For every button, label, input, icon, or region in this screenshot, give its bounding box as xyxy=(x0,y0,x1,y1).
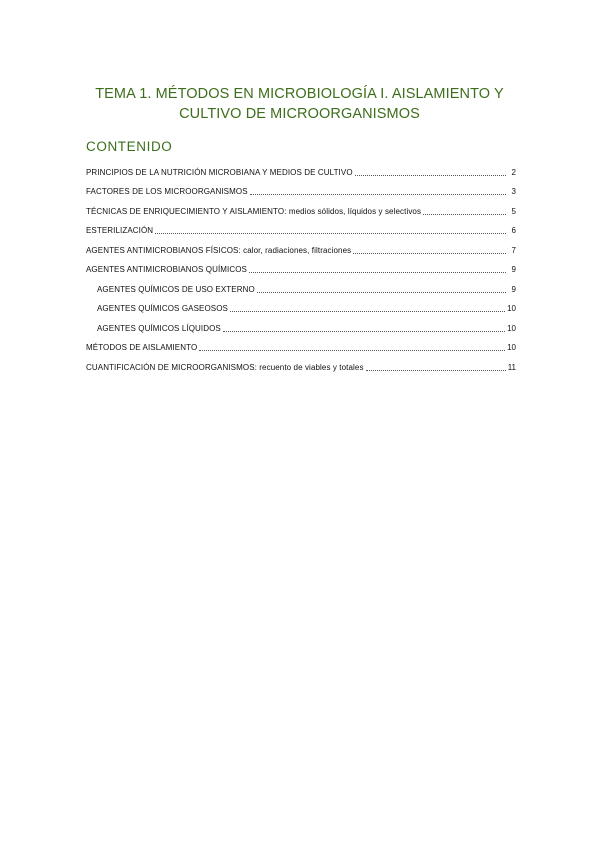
toc-dot-leader xyxy=(423,214,506,215)
toc-entry-label: AGENTES ANTIMICROBIANOS QUÍMICOS xyxy=(86,265,247,274)
toc-entry-label: MÉTODOS DE AISLAMIENTO xyxy=(86,343,198,352)
toc-heading: CONTENIDO xyxy=(86,139,173,154)
toc-entry[interactable] xyxy=(86,334,516,354)
toc-entry-page: 3 xyxy=(511,187,516,196)
document-title-line-2: CULTIVO DE MICROORGANISMOS xyxy=(179,106,420,122)
toc-entry-page: 7 xyxy=(511,245,516,255)
toc-entry-page: 9 xyxy=(511,284,516,294)
toc-dot-leader xyxy=(249,272,506,273)
toc-entry-label: AGENTES QUÍMICOS GASEOSOS xyxy=(97,304,228,313)
toc-entry[interactable] xyxy=(86,353,516,373)
toc-entry[interactable] xyxy=(86,178,516,198)
toc-entry-label: ESTERILIZACIÓN xyxy=(86,226,154,235)
toc-entry-label: CUANTIFICACIÓN DE MICROORGANISMOS: recuento de viables y totales xyxy=(86,362,364,372)
toc-entry[interactable] xyxy=(86,197,516,217)
toc-entry-page: 5 xyxy=(511,206,516,216)
toc-entry-page: 10 xyxy=(507,343,516,352)
toc-entry[interactable] xyxy=(86,236,516,256)
toc-dot-leader xyxy=(250,194,506,195)
document-title xyxy=(60,84,539,124)
toc-entry-page: 9 xyxy=(511,265,516,274)
toc-entry-label: FACTORES DE LOS MICROORGANISMOS xyxy=(86,187,248,196)
toc-subentry[interactable] xyxy=(86,295,516,315)
toc-entry-label: AGENTES ANTIMICROBIANOS FÍSICOS: calor, radiaciones, filtraciones xyxy=(86,245,352,255)
table-of-contents xyxy=(86,158,516,373)
toc-dot-leader xyxy=(366,370,506,371)
toc-entry-label: TÉCNICAS DE ENRIQUECIMIENTO Y AISLAMIENTO: medios sólidos, líquidos y selectivos xyxy=(86,206,422,216)
toc-entry[interactable] xyxy=(86,256,516,276)
toc-dot-leader xyxy=(353,253,506,254)
toc-entry-page: 6 xyxy=(511,226,516,235)
toc-dot-leader xyxy=(257,292,506,293)
toc-subentry[interactable] xyxy=(86,275,516,295)
toc-dot-leader xyxy=(199,350,505,351)
toc-entry-page: 10 xyxy=(507,323,516,333)
toc-entry-label: PRINCIPIOS DE LA NUTRICIÓN MICROBIANA Y MEDIOS DE CULTIVO xyxy=(86,167,353,177)
toc-entry[interactable] xyxy=(86,217,516,237)
toc-entry-page: 10 xyxy=(507,304,516,313)
toc-dot-leader xyxy=(223,331,505,332)
toc-entry-label: AGENTES QUÍMICOS DE USO EXTERNO xyxy=(97,284,255,294)
toc-dot-leader xyxy=(230,311,505,312)
toc-entry-page: 2 xyxy=(511,167,516,177)
toc-entry[interactable] xyxy=(86,158,516,178)
toc-dot-leader xyxy=(155,233,506,234)
toc-subentry[interactable] xyxy=(86,314,516,334)
toc-entry-page: 11 xyxy=(507,362,516,372)
document-title-line-1: TEMA 1. MÉTODOS EN MICROBIOLOGÍA I. AISLAMIENTO Y xyxy=(95,86,504,102)
toc-dot-leader xyxy=(355,175,506,176)
toc-entry-label: AGENTES QUÍMICOS LÍQUIDOS xyxy=(97,323,221,333)
